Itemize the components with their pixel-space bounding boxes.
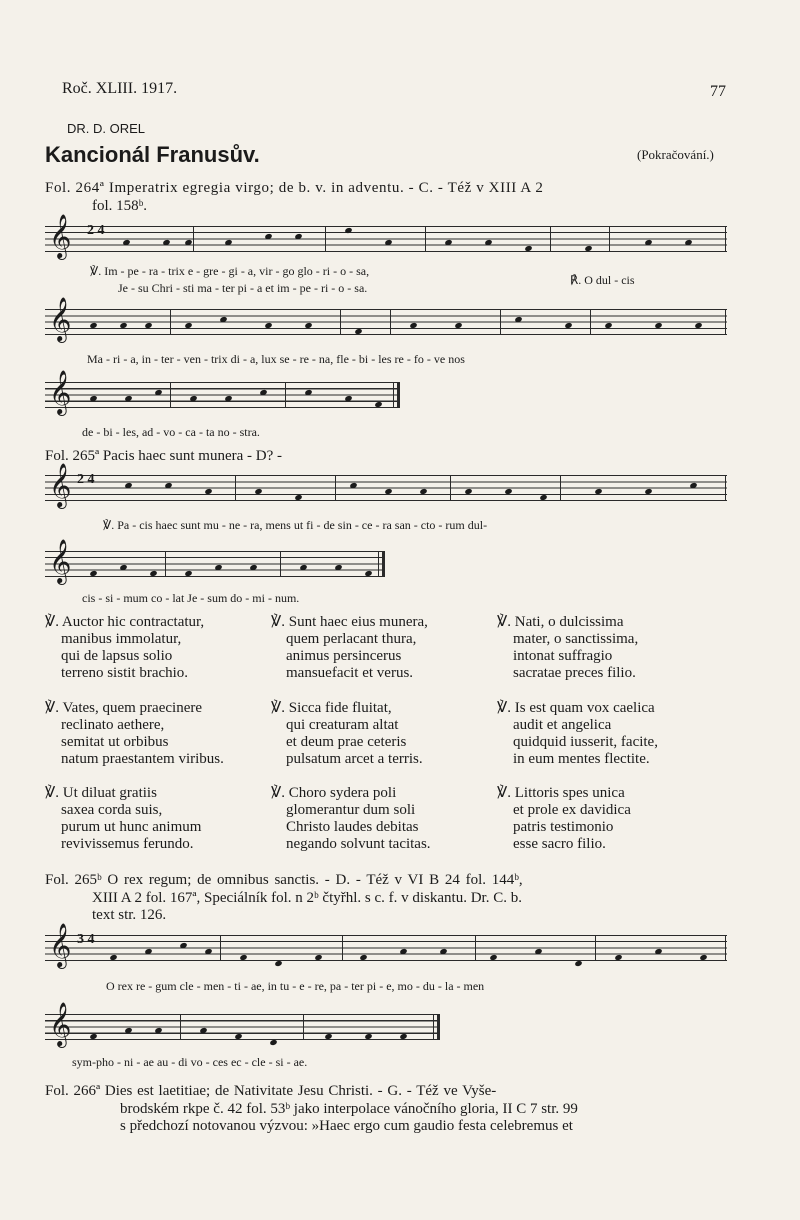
verse-9: ℣. Littoris spes unica et prole ex davidica patris testimonio esse sacro filio.: [497, 785, 631, 852]
lyrics-response: ℟. O dul - cis: [570, 273, 635, 287]
lyrics-line-2: Ma - ri - a, in - ter - ven - trix di - a, lux se - re - na, fle - bi - les re - fo - ve nos: [87, 352, 465, 366]
fol265-heading: Fol. 265ª Pacis haec sunt munera - D? -: [45, 448, 282, 464]
time-signature: 3 4: [77, 932, 95, 947]
lyrics-line-5: cis - si - mum co - lat Je - sum do - mi - num.: [82, 591, 300, 605]
fol266-line1: Fol. 266ª Dies est laetitiae; de Nativitate Jesu Christi. - G. - Též ve Vyše-: [45, 1083, 497, 1099]
music-staff-3: [45, 370, 400, 414]
verse-3: ℣. Nati, o dulcissima mater, o sanctissima, intonat suffragio sacratae preces filio.: [497, 614, 639, 681]
time-signature: 2 4: [87, 223, 105, 238]
fol265b-line2: XIII A 2 fol. 167ª, Speciálník fol. n 2ᵇ čtyřhl. s c. f. v diskantu. Dr. C. b.: [92, 890, 522, 906]
lyrics-line-7: sym-pho - ni - ae au - di vo - ces ec - cle - si - ae.: [72, 1055, 308, 1069]
time-signature: 2 4: [77, 472, 95, 487]
music-staff-5: [45, 539, 385, 583]
music-staff-7: [45, 1002, 440, 1046]
page-number: 77: [710, 83, 726, 100]
author: DR. D. OREL: [67, 121, 146, 136]
treble-clef-icon: 𝄞: [49, 214, 72, 258]
treble-clef-icon: 𝄞: [49, 463, 72, 507]
lyrics-line-1a: ℣. Im - pe - ra - trix e - gre - gi - a, vir - go glo - ri - o - sa,: [90, 264, 370, 278]
treble-clef-icon: 𝄞: [49, 370, 72, 414]
fol265b-line1: Fol. 265ᵇ O rex regum; de omnibus sanctis. - D. - Též v VI B 24 fol. 144ᵇ,: [45, 872, 523, 888]
lyrics-line-1b: Je - su Chri - sti ma - ter pi - a et im - pe - ri - o - sa.: [118, 281, 368, 295]
treble-clef-icon: 𝄞: [49, 923, 72, 967]
verse-8: ℣. Choro sydera poli glomerantur dum soli Christo laudes debitas negando solvunt tacitas.: [271, 785, 431, 852]
verse-4: ℣. Vates, quem praecinere reclinato aethere, semitat ut orbibus natum praestantem viribus.: [45, 700, 224, 767]
treble-clef-icon: 𝄞: [49, 539, 72, 583]
article-title: Kancionál Franusův.: [45, 142, 260, 167]
fol265b-line3: text str. 126.: [92, 907, 167, 923]
lyrics-line-4: ℣. Pa - cis haec sunt mu - ne - ra, mens ut fi - de sin - ce - ra san - cto - rum dul-: [103, 518, 488, 532]
verse-6: ℣. Is est quam vox caelica audit et angelica quidquid iusserit, facite, in eum mentes flectite.: [497, 700, 658, 767]
fol266-line3: s předchozí notovanou výzvou: »Haec ergo cum gaudio festa celebremus et: [120, 1118, 573, 1134]
music-staff-1: [45, 214, 727, 258]
lyrics-line-3: de - bi - les, ad - vo - ca - ta no - stra.: [82, 425, 260, 439]
verse-1: ℣. Auctor hic contractatur, manibus immolatur, qui de lapsus solio terreno sistit brachio.: [45, 614, 205, 681]
fol266-line2: brodském rkpe č. 42 fol. 53ᵇ jako interpolace vánočního gloria, II C 7 str. 99: [120, 1101, 578, 1117]
music-staff-4: [45, 463, 727, 507]
lyrics-line-6: O rex re - gum cle - men - ti - ae, in tu - e - re, pa - ter pi - e, mo - du - la - men: [106, 979, 485, 993]
treble-clef-icon: 𝄞: [49, 1002, 72, 1046]
verse-7: ℣. Ut diluat gratiis saxea corda suis, purum ut hunc animum revivissemus ferundo.: [45, 785, 202, 852]
continued-note: (Pokračování.): [637, 147, 714, 162]
fol264-line1: Fol. 264ª Imperatrix egregia virgo; de b. v. in adventu. - C. - Též v XIII A 2: [45, 180, 544, 196]
music-staff-2: [45, 297, 727, 341]
verse-2: ℣. Sunt haec eius munera, quem perlacant thura, animus persincerus mansuefacit et verus.: [271, 614, 428, 681]
music-staff-6: [45, 923, 727, 967]
journal-volume: Roč. XLIII. 1917.: [62, 80, 178, 97]
verse-5: ℣. Sicca fide fluitat, qui creaturam altat et deum prae ceteris pulsatum arcet a terris.: [271, 700, 423, 767]
treble-clef-icon: 𝄞: [49, 297, 72, 341]
fol264-line2: fol. 158ᵇ.: [92, 198, 148, 214]
